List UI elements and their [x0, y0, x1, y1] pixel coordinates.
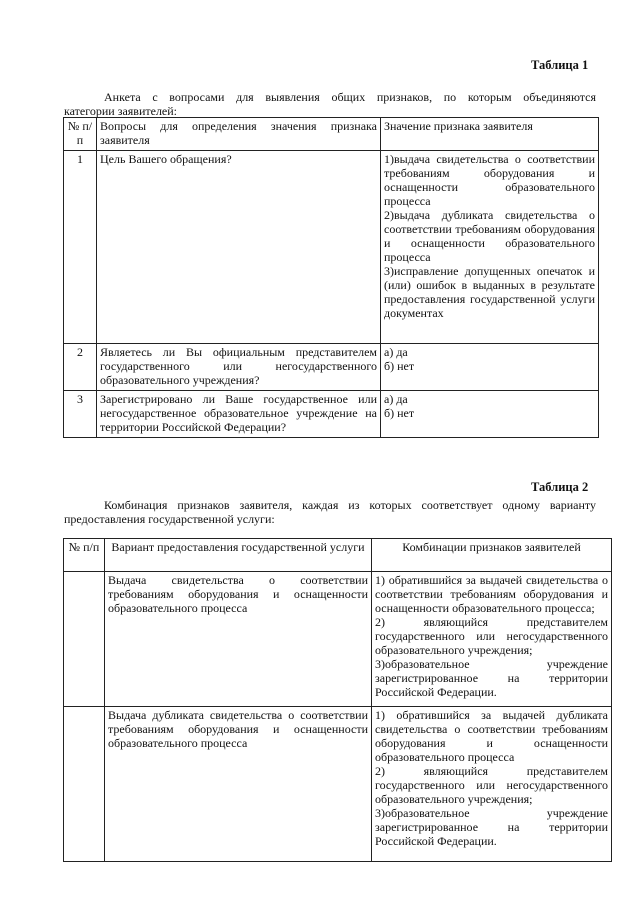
row-number: 2: [64, 344, 97, 391]
table1: [63, 117, 599, 438]
table1-label: Таблица 1: [531, 58, 589, 72]
table1-header-value: Значение признака заявителя: [381, 118, 599, 151]
row-number: 3: [64, 391, 97, 438]
table2-header-variant: Вариант предоставления государственной услуги: [105, 539, 372, 572]
table1-intro-line1: Анкета с вопросами для выявления общих признаков, по которым объединяются: [104, 90, 596, 104]
combination-item: 1) обратившийся за выдачей свидетельства о соответствии требованиям оборудования и оснащенности образовательного процесса;: [375, 573, 608, 615]
combination-item: 2) являющийся представителем государственного или негосударственного образовательного учреждения;: [375, 764, 608, 806]
answer-list: [381, 344, 599, 391]
answer-list: [381, 151, 599, 344]
table-row: [64, 572, 612, 707]
table2-intro-line2: предоставления государственной услуги:: [64, 512, 275, 526]
table2-label: Таблица 2: [531, 480, 589, 494]
combination-item: 3)образовательное учреждение зарегистрированное на территории Российской Федерации.: [375, 806, 608, 848]
combination-item: 2) являющийся представителем государственного или негосударственного образовательного учреждения;: [375, 615, 608, 657]
table2-header-combination: Комбинации признаков заявителей: [372, 539, 612, 572]
answer-item: 1)выдача свидетельства о соответствии требованиям оборудования и оснащенности образовательного процесса: [384, 152, 595, 208]
table2-intro: [64, 498, 596, 526]
row-number: 1: [64, 151, 97, 344]
combination-item: 1) обратившийся за выдачей дубликата свидетельства о соответствии требованиям оборудования и оснащенности образовательного процесса: [375, 708, 608, 764]
table1-intro: [64, 90, 596, 118]
table-row: [64, 151, 599, 344]
answer-item: б) нет: [384, 359, 415, 373]
table-row: [64, 707, 612, 862]
table-row: [64, 344, 599, 391]
answer-item: 3)исправление допущенных опечаток и (или) ошибок в выданных в результате предоставления государственной услуги документах: [384, 264, 595, 320]
table-row: [64, 391, 599, 438]
question-text: Являетесь ли Вы официальным представителем государственного или негосударственного образовательного учреждения?: [97, 344, 381, 391]
combination-list: [372, 707, 612, 862]
question-text: Зарегистрировано ли Ваше государственное или негосударственное образовательное учреждение на территории Российской Федерации?: [97, 391, 381, 438]
table1-intro-line2: категории заявителей:: [64, 104, 178, 118]
table1-header-question: Вопросы для определения значения признака заявителя: [97, 118, 381, 151]
answer-item: б) нет: [384, 406, 415, 420]
row-number: [64, 572, 105, 707]
row-number: [64, 707, 105, 862]
combination-list: [372, 572, 612, 707]
question-text: Цель Вашего обращения?: [97, 151, 381, 344]
answer-item: а) да: [384, 345, 408, 359]
table2-header-num: № п/п: [64, 539, 105, 572]
variant-text: Выдача дубликата свидетельства о соответствии требованиям оборудования и оснащенности образовательного процесса: [105, 707, 372, 862]
answer-item: а) да: [384, 392, 408, 406]
table2: [63, 538, 612, 862]
combination-item: 3)образовательное учреждение зарегистрированное на территории Российской Федерации.: [375, 657, 608, 699]
table1-header-num: № п/п: [64, 118, 97, 151]
variant-text: Выдача свидетельства о соответствии требованиям оборудования и оснащенности образовательного процесса: [105, 572, 372, 707]
answer-item: 2)выдача дубликата свидетельства о соответствии требованиям оборудования и оснащенности образовательного процесса: [384, 208, 595, 264]
table2-intro-line1: Комбинация признаков заявителя, каждая из которых соответствует одному варианту: [104, 498, 596, 512]
answer-list: [381, 391, 599, 438]
